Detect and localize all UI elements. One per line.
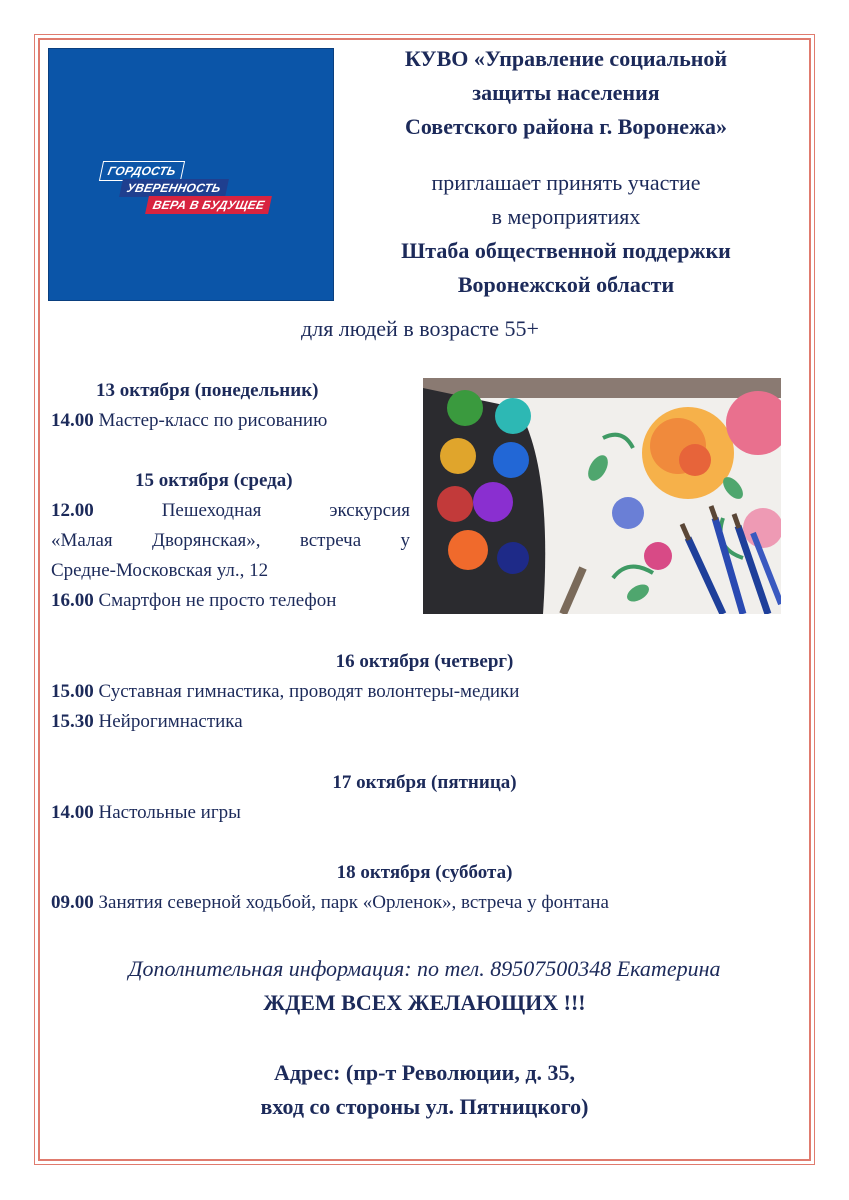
event-text: Занятия северной ходьбой, парк «Орленок», встреча у фонтана: [98, 892, 609, 913]
logo-text-faith: ВЕРА В БУДУЩЕЕ: [145, 196, 272, 214]
event-row: [51, 496, 410, 526]
logo-text-pride: ГОРДОСТЬ: [99, 161, 185, 181]
event-text: Мастер-класс по рисованию: [98, 410, 328, 431]
event-text: Пешеходная экскурсия: [161, 500, 410, 521]
org-name-line3: Советского района г. Воронежа»: [404, 114, 728, 139]
hq-line1: Штаба общественной поддержки: [401, 238, 731, 263]
event-time: 14.00: [51, 410, 94, 431]
org-name-line1: КУВО «Управление социальной: [404, 46, 728, 71]
invite-line1: приглашает принять участие: [431, 170, 701, 195]
event-time: 09.00: [51, 892, 94, 913]
day-title-oct16: 16 октября (четверг): [335, 651, 514, 672]
call-to-action: ЖДЕМ ВСЕХ ЖЕЛАЮЩИХ !!!: [263, 990, 586, 1015]
event-text: Нейрогимнастика: [98, 711, 243, 732]
day-title-oct18: 18 октября (суббота): [336, 862, 513, 883]
event-time: 15.00: [51, 681, 94, 702]
event-time: 12.00: [51, 500, 94, 521]
invite-line2: в мероприятиях: [491, 204, 641, 229]
day-title-oct15: 15 октября (среда): [135, 470, 293, 491]
event-text-cont: «Малая Дворянская», встреча у: [51, 530, 410, 551]
event-row: [51, 888, 609, 918]
event-row: [51, 798, 241, 828]
address-line2: вход со стороны ул. Пятницкого): [260, 1094, 589, 1119]
hq-line2: Воронежской области: [457, 272, 675, 297]
event-row: [51, 677, 519, 707]
age-line: для людей в возрасте 55+: [301, 316, 539, 341]
event-time: 16.00: [51, 590, 94, 611]
event-time: 14.00: [51, 802, 94, 823]
org-name-line2: защиты населения: [472, 80, 660, 105]
event-row: [51, 406, 327, 436]
day-title-oct17: 17 октября (пятница): [332, 772, 517, 793]
event-text: Суставная гимнастика, проводят волонтеры-медики: [98, 681, 520, 702]
logo-text-confidence: УВЕРЕННОСТЬ: [119, 179, 229, 197]
event-text-cont: Средне-Московская ул., 12: [51, 560, 269, 581]
event-row: [51, 707, 243, 737]
day-title-oct13: 13 октября (понедельник): [96, 380, 319, 401]
contact-info: Дополнительная информация: по тел. 89507500348 Екатерина: [128, 956, 721, 981]
header-block: [346, 42, 786, 302]
logo-banner: [48, 48, 334, 301]
event-row: [51, 586, 336, 616]
address-block: [40, 1056, 809, 1124]
event-text: Настольные игры: [98, 802, 241, 823]
event-time: 15.30: [51, 711, 94, 732]
painting-photo: [423, 378, 781, 614]
address-line1: Адрес: (пр-т Революции, д. 35,: [274, 1060, 575, 1085]
event-text: Смартфон не просто телефон: [98, 590, 337, 611]
